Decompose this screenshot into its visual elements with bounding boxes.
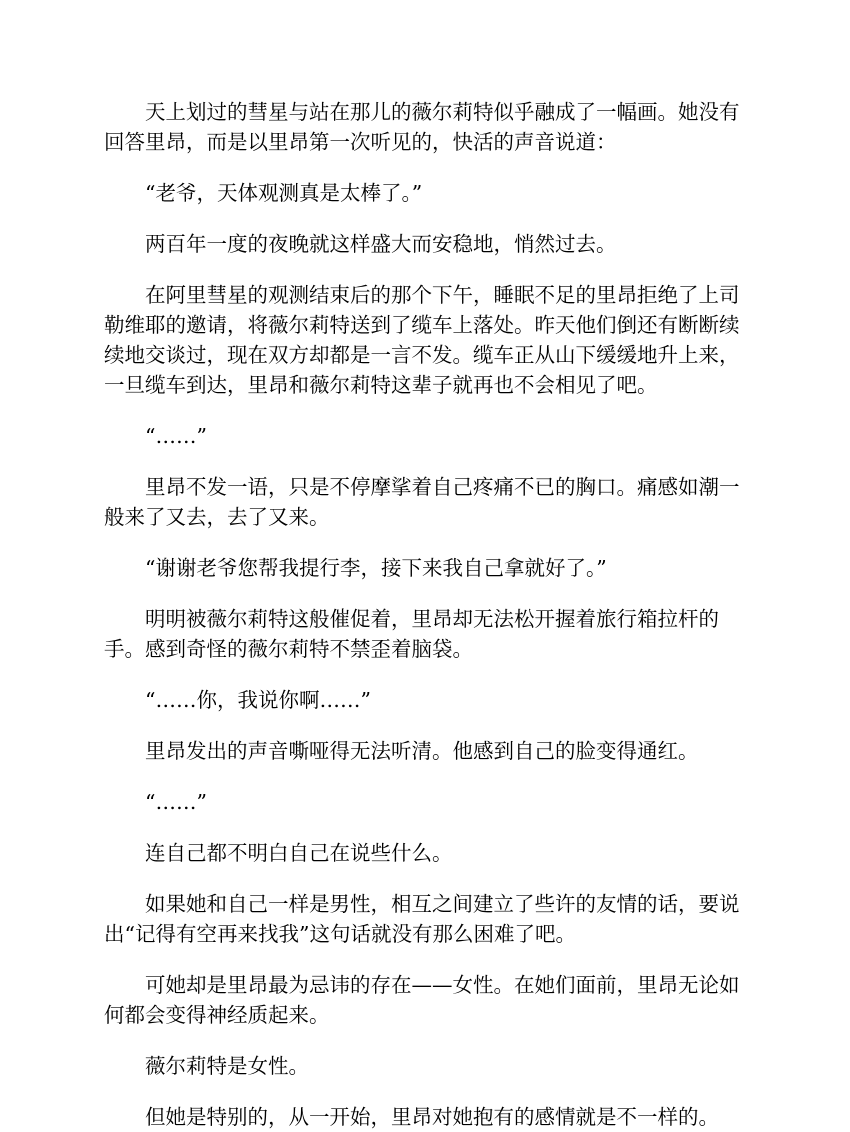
paragraph-4: 在阿里彗星的观测结束后的那个下午，睡眠不足的里昂拒绝了上司勒维耶的邀请，将薇尔莉特送到了缆车上落处。昨天他们倒还有断断续续地交谈过，现在双方却都是一言不发。缆车正从山下缓缓地升上来，一旦缆车到达，里昂和薇尔莉特这辈子就再也不会相见了吧。 xyxy=(104,283,740,397)
paragraph-9: “……你，我说你啊……” xyxy=(145,688,371,712)
paragraph-5: “……” xyxy=(145,424,207,448)
paragraph-13: 如果她和自己一样是男性，相互之间建立了些许的友情的话，要说出“记得有空再来找我”这句话就没有那么困难了吧。 xyxy=(104,892,740,946)
paragraph-3: 两百年一度的夜晚就这样盛大而安稳地，悄然过去。 xyxy=(145,232,617,256)
paragraph-2: “老爷，天体观测真是太棒了。” xyxy=(145,181,423,205)
paragraph-12: 连自己都不明白自己在说些什么。 xyxy=(145,841,453,865)
paragraph-7: “谢谢老爷您帮我提行李，接下来我自己拿就好了。” xyxy=(145,556,607,580)
paragraph-14: 可她却是里昂最为忌讳的存在——女性。在她们面前，里昂无论如何都会变得神经质起来。 xyxy=(104,973,740,1027)
paragraph-15: 薇尔莉特是女性。 xyxy=(145,1054,309,1078)
paragraph-8: 明明被薇尔莉特这般催促着，里昂却无法松开握着旅行箱拉杆的手。感到奇怪的薇尔莉特不禁歪着脑袋。 xyxy=(104,607,719,661)
paragraph-11: “……” xyxy=(145,790,207,814)
paragraph-6: 里昂不发一语，只是不停摩挲着自己疼痛不已的胸口。痛感如潮一般来了又去，去了又来。 xyxy=(104,475,740,529)
paragraph-10: 里昂发出的声音嘶哑得无法听清。他感到自己的脸变得通红。 xyxy=(145,739,699,763)
paragraph-16: 但她是特别的，从一开始，里昂对她抱有的感情就是不一样的。 xyxy=(145,1105,719,1129)
paragraph-1: 天上划过的彗星与站在那儿的薇尔莉特似乎融成了一幅画。她没有回答里昂，而是以里昂第一次听见的，快活的声音说道： xyxy=(104,100,740,154)
